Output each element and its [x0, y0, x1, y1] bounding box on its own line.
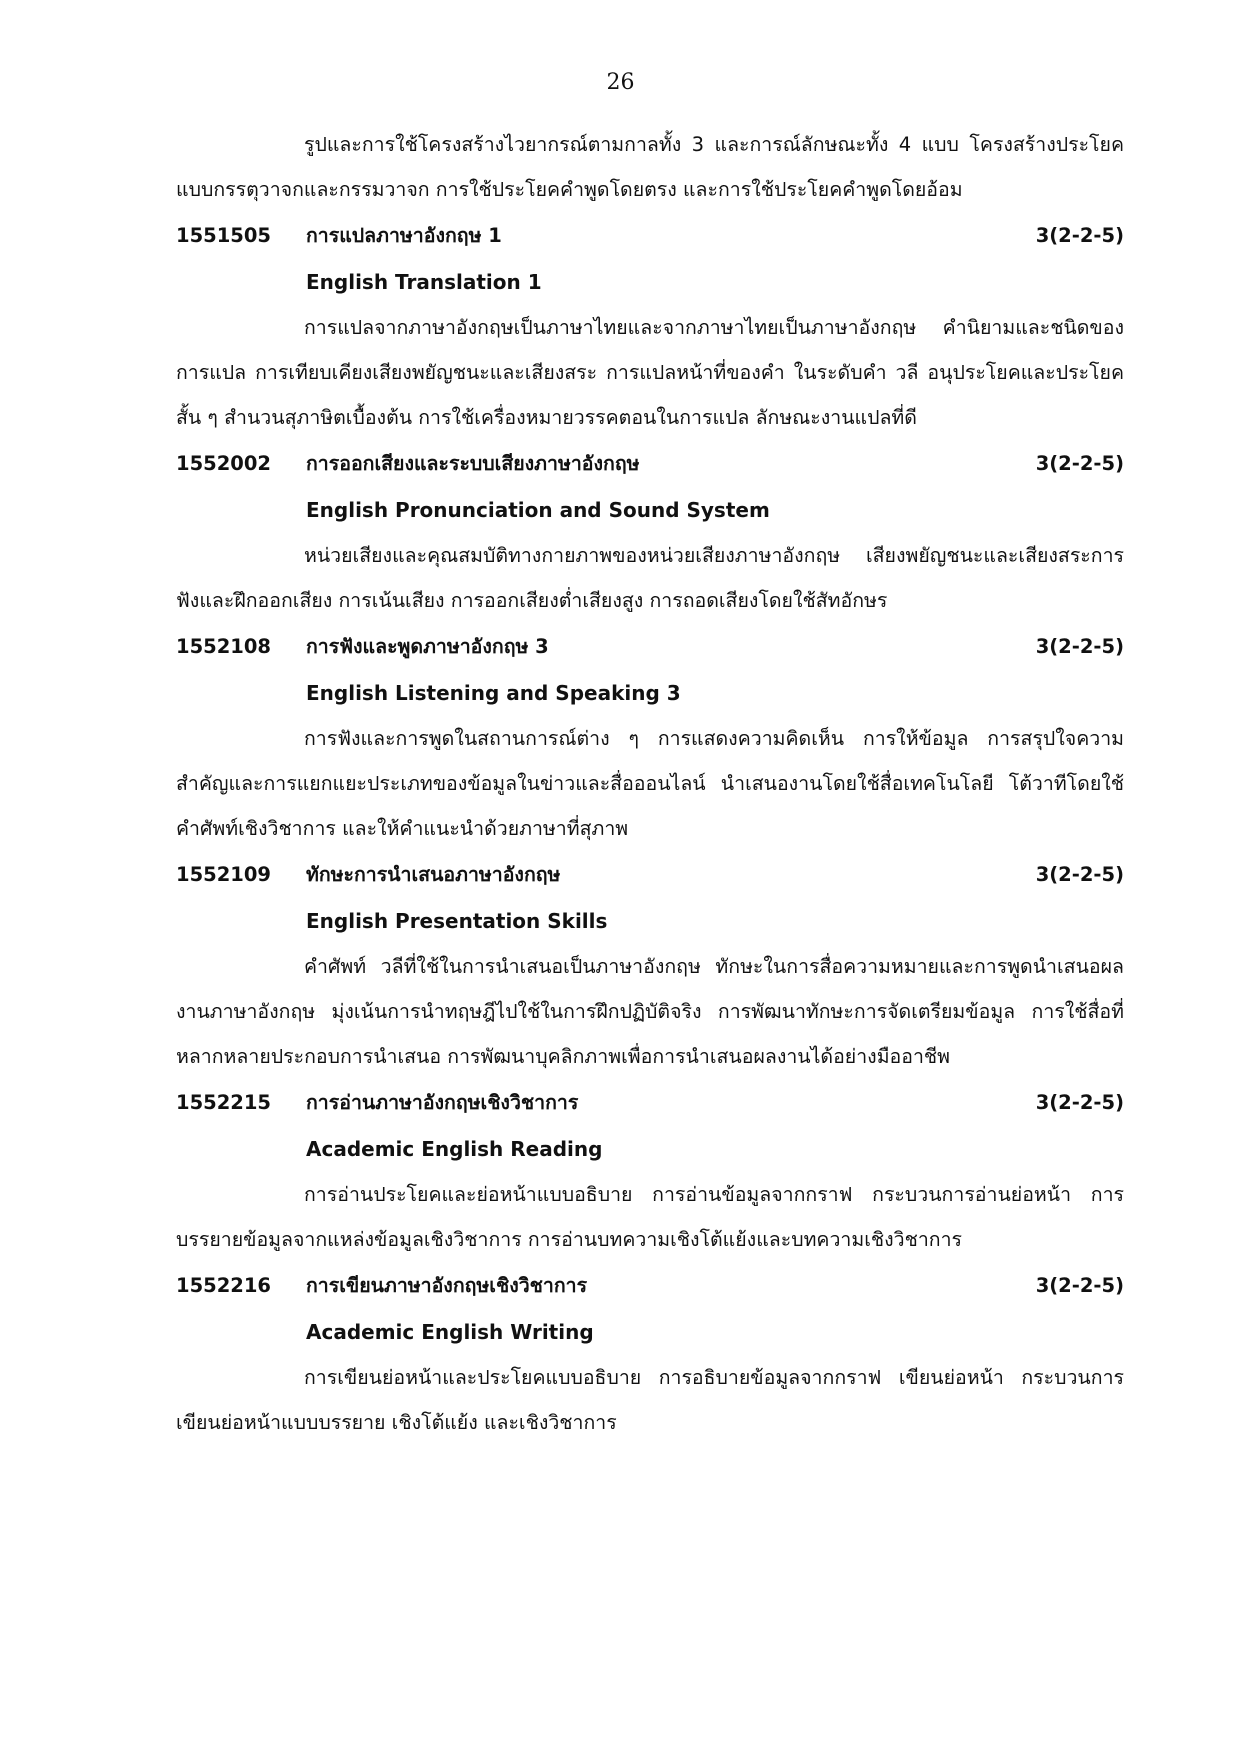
course-title-english: English Presentation Skills — [306, 909, 608, 933]
course-code: 1551505 — [176, 224, 271, 247]
course-entry — [176, 851, 1124, 1079]
course-credits: 3(2-2-5) — [1035, 1091, 1124, 1114]
course-title-english: Academic English Reading — [306, 1137, 603, 1161]
course-credits: 3(2-2-5) — [1035, 224, 1124, 247]
course-title-english: English Translation 1 — [306, 270, 542, 294]
course-title-thai: การแปลภาษาอังกฤษ 1 — [306, 224, 502, 247]
course-title-english: Academic English Writing — [306, 1320, 594, 1344]
course-title-thai: การออกเสียงและระบบเสียงภาษาอังกฤษ — [306, 452, 640, 475]
course-code: 1552002 — [176, 452, 271, 475]
course-description: หน่วยเสียงและคุณสมบัติทางกายภาพของหน่วยเสียงภาษาอังกฤษ เสียงพยัญชนะและเสียงสระการฟังและฝึกออกเสียง การเน้นเสียง การออกเสียงต่ำเสียงสูง การถอดเสียงโดยใช้สัทอักษร — [176, 544, 1124, 612]
course-description: การแปลจากภาษาอังกฤษเป็นภาษาไทยและจากภาษาไทยเป็นภาษาอังกฤษ คำนิยามและชนิดของการแปล การเทียบเคียงเสียงพยัญชนะและเสียงสระ การแปลหน้าที่ของคำ ในระดับคำ วลี อนุประโยคและประโยคสั้น ๆ สำนวนสุภาษิตเบื้องต้น การใช้เครื่องหมายวรรคตอนในการแปล ลักษณะงานแปลที่ดี — [176, 316, 1124, 429]
course-description: การฟังและการพูดในสถานการณ์ต่าง ๆ การแสดงความคิดเห็น การให้ข้อมูล การสรุปใจความสำคัญและการแยกแยะประเภทของข้อมูลในข่าวและสื่อออนไลน์ นำเสนองานโดยใช้สื่อเทคโนโลยี โต้วาทีโดยใช้คำศัพท์เชิงวิชาการ และให้คำแนะนำด้วยภาษาที่สุภาพ — [176, 727, 1124, 840]
course-credits: 3(2-2-5) — [1035, 452, 1124, 475]
course-description: การเขียนย่อหน้าและประโยคแบบอธิบาย การอธิบายข้อมูลจากกราฟ เขียนย่อหน้า กระบวนการเขียนย่อหน้าแบบบรรยาย เชิงโต้แย้ง และเชิงวิชาการ — [176, 1366, 1124, 1434]
course-title-thai: ทักษะการนำเสนอภาษาอังกฤษ — [306, 863, 561, 886]
course-entry — [176, 623, 1124, 851]
course-heading — [176, 1262, 1124, 1309]
course-credits: 3(2-2-5) — [1035, 1274, 1124, 1297]
course-entry — [176, 440, 1124, 623]
course-credits: 3(2-2-5) — [1035, 635, 1124, 658]
course-heading — [176, 851, 1124, 898]
page-number: 26 — [606, 70, 635, 95]
course-entry — [176, 1079, 1124, 1262]
course-code: 1552216 — [176, 1274, 271, 1297]
course-code: 1552215 — [176, 1091, 271, 1114]
course-heading — [176, 440, 1124, 487]
course-title-thai: การเขียนภาษาอังกฤษเชิงวิชาการ — [306, 1274, 588, 1297]
course-code: 1552108 — [176, 635, 271, 658]
intro-paragraph: รูปและการใช้โครงสร้างไวยากรณ์ตามกาลทั้ง 3 และการณ์ลักษณะทั้ง 4 แบบ โครงสร้างประโยคแบบกรรตุวาจกและกรรมวาจก การใช้ประโยคคำพูดโดยตรง และการใช้ประโยคคำพูดโดยอ้อม — [176, 133, 1124, 201]
course-title-english: English Pronunciation and Sound System — [306, 498, 770, 522]
course-description: คำศัพท์ วลีที่ใช้ในการนำเสนอเป็นภาษาอังกฤษ ทักษะในการสื่อความหมายและการพูดนำเสนอผลงานภาษาอังกฤษ มุ่งเน้นการนำทฤษฎีไปใช้ในการฝึกปฏิบัติจริง การพัฒนาทักษะการจัดเตรียมข้อมูล การใช้สื่อที่หลากหลายประกอบการนำเสนอ การพัฒนาบุคลิกภาพเพื่อการนำเสนอผลงานได้อย่างมืออาชีพ — [176, 955, 1124, 1068]
course-credits: 3(2-2-5) — [1035, 863, 1124, 886]
course-descriptions — [176, 122, 1124, 1445]
course-title-english: English Listening and Speaking 3 — [306, 681, 681, 705]
course-title-thai: การอ่านภาษาอังกฤษเชิงวิชาการ — [306, 1091, 579, 1114]
course-entry — [176, 212, 1124, 440]
course-title-thai: การฟังและพูดภาษาอังกฤษ 3 — [306, 635, 549, 658]
course-entry — [176, 1262, 1124, 1445]
course-heading — [176, 623, 1124, 670]
course-heading — [176, 1079, 1124, 1126]
course-description: การอ่านประโยคและย่อหน้าแบบอธิบาย การอ่านข้อมูลจากกราฟ กระบวนการอ่านย่อหน้า การบรรยายข้อมูลจากแหล่งข้อมูลเชิงวิชาการ การอ่านบทความเชิงโต้แย้งและบทความเชิงวิชาการ — [176, 1183, 1124, 1251]
course-code: 1552109 — [176, 863, 271, 886]
course-heading — [176, 212, 1124, 259]
